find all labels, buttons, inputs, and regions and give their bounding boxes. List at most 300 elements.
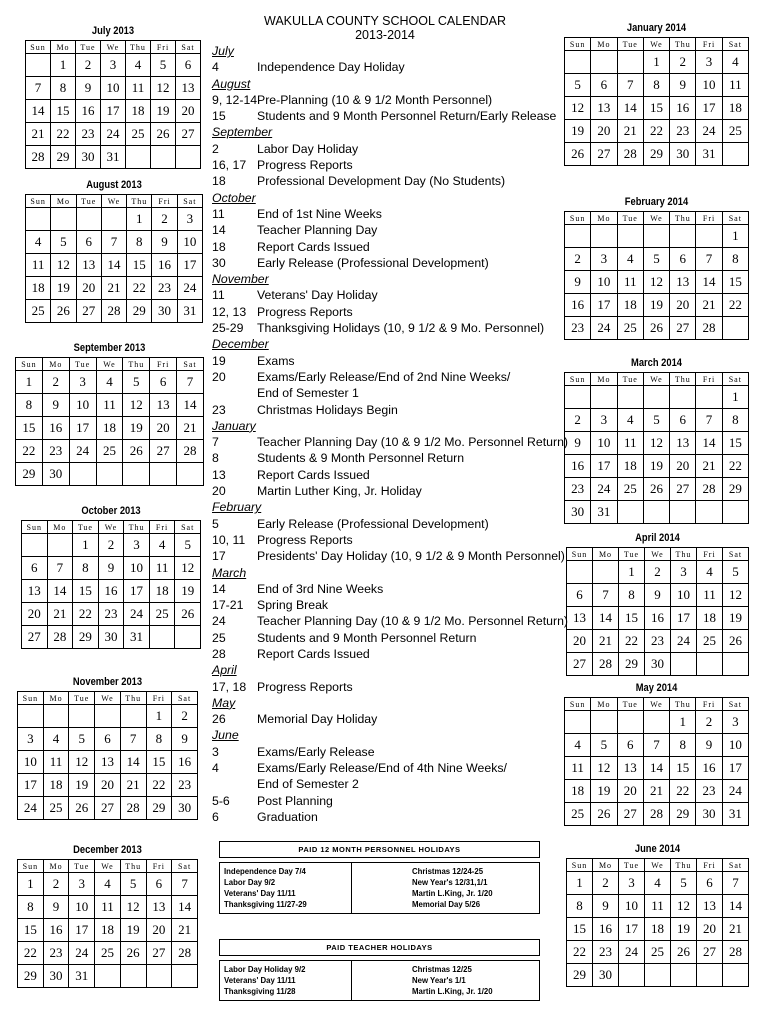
week-row <box>18 965 198 988</box>
event-text: Martin Luther King, Jr. Holiday <box>257 484 422 499</box>
day-cell <box>591 386 617 409</box>
day-cell: 16 <box>76 100 101 123</box>
day-cell: 1 <box>619 561 645 584</box>
holidays-12-month-right <box>352 863 539 913</box>
day-cell: 9 <box>696 734 722 757</box>
event-date: 14 <box>212 223 226 238</box>
event-text: Christmas Holidays Begin <box>257 402 398 417</box>
day-cell: 27 <box>146 942 172 965</box>
week-row <box>18 896 198 919</box>
event-date: 11 <box>212 288 225 303</box>
week-row <box>567 630 749 653</box>
day-header: Thu <box>670 212 696 225</box>
day-cell: 22 <box>722 294 748 317</box>
day-header: Fri <box>152 195 177 208</box>
day-cell: 2 <box>76 54 101 77</box>
day-header: Thu <box>124 521 150 534</box>
day-cell: 25 <box>617 317 643 340</box>
event-text: Early Release (Professional Development) <box>257 516 489 531</box>
month-grid <box>564 37 749 166</box>
day-header: Sat <box>722 373 748 386</box>
day-cell: 17 <box>177 254 202 277</box>
day-cell: 7 <box>120 728 146 751</box>
day-cell <box>96 463 123 486</box>
day-header: Thu <box>670 38 696 51</box>
day-cell <box>120 705 146 728</box>
week-row <box>567 872 749 895</box>
day-cell: 27 <box>567 653 593 676</box>
holidays-teacher-right <box>352 961 539 1000</box>
day-cell: 3 <box>722 711 748 734</box>
day-cell: 26 <box>151 123 176 146</box>
holiday-entry: Thanksgiving 11/27-29 <box>224 900 307 909</box>
day-cell: 17 <box>101 100 126 123</box>
month-title: December 2013 <box>73 844 142 856</box>
day-cell: 17 <box>619 918 645 941</box>
event-row <box>212 434 569 450</box>
month-grid <box>566 858 749 987</box>
day-cell: 8 <box>643 74 669 97</box>
day-cell: 21 <box>172 919 198 942</box>
event-row <box>212 793 558 809</box>
day-cell: 17 <box>671 607 697 630</box>
holidays-12-month-box <box>219 841 540 914</box>
day-cell: 19 <box>671 918 697 941</box>
day-cell: 4 <box>645 872 671 895</box>
week-row <box>16 394 204 417</box>
event-text: Independence Day Holiday <box>257 60 405 75</box>
event-text: Pre-Planning (10 & 9 1/2 Month Personnel) <box>257 92 493 107</box>
day-cell: 22 <box>722 455 748 478</box>
day-header: We <box>95 860 121 873</box>
day-cell: 31 <box>101 146 126 169</box>
day-cell <box>723 653 749 676</box>
day-header: Tue <box>69 692 95 705</box>
day-header: Tue <box>617 38 643 51</box>
day-cell: 10 <box>124 557 150 580</box>
day-header-row <box>565 38 749 51</box>
day-cell: 29 <box>73 626 99 649</box>
day-cell: 9 <box>565 271 591 294</box>
day-header: Thu <box>670 373 696 386</box>
day-cell <box>126 146 151 169</box>
event-row <box>212 483 558 499</box>
day-cell: 18 <box>96 417 123 440</box>
day-cell: 9 <box>43 896 69 919</box>
day-cell: 6 <box>697 872 723 895</box>
day-cell: 9 <box>565 432 591 455</box>
day-cell: 10 <box>101 77 126 100</box>
day-cell: 1 <box>670 711 696 734</box>
day-header: Fri <box>696 212 722 225</box>
day-cell <box>565 386 591 409</box>
day-cell: 28 <box>643 803 669 826</box>
day-header: We <box>96 358 123 371</box>
event-date: 15 <box>212 109 226 124</box>
day-cell: 4 <box>697 561 723 584</box>
day-header: Mo <box>43 860 69 873</box>
day-header: Mo <box>51 195 76 208</box>
week-row <box>567 941 749 964</box>
calendar-november-2013 <box>17 675 198 820</box>
day-header-row <box>26 41 201 54</box>
day-cell: 9 <box>670 74 696 97</box>
day-cell: 20 <box>670 294 696 317</box>
day-cell: 29 <box>643 143 669 166</box>
week-row <box>26 254 203 277</box>
day-cell: 3 <box>591 409 617 432</box>
day-header: Fri <box>696 373 722 386</box>
day-cell: 2 <box>152 208 177 231</box>
day-header: We <box>645 548 671 561</box>
day-cell: 3 <box>619 872 645 895</box>
holiday-entry: Martin L.King, Jr. 1/20 <box>412 889 493 898</box>
day-cell: 16 <box>696 757 722 780</box>
day-cell: 21 <box>47 603 73 626</box>
day-cell: 7 <box>617 74 643 97</box>
event-date: 9, 12-14 <box>212 92 258 107</box>
day-cell: 3 <box>18 728 44 751</box>
day-cell: 17 <box>591 455 617 478</box>
day-cell: 30 <box>565 501 591 524</box>
day-cell: 17 <box>18 774 44 797</box>
day-cell: 6 <box>76 231 101 254</box>
day-cell: 24 <box>619 941 645 964</box>
day-cell: 31 <box>722 803 748 826</box>
day-cell: 18 <box>617 294 643 317</box>
day-cell: 7 <box>723 872 749 895</box>
day-header: Sat <box>172 860 198 873</box>
day-header: Tue <box>69 860 95 873</box>
month-grid <box>21 520 201 649</box>
day-cell: 18 <box>149 580 175 603</box>
day-cell: 30 <box>43 965 69 988</box>
day-cell <box>696 501 722 524</box>
calendar-december-2013 <box>17 843 198 988</box>
day-cell: 15 <box>670 757 696 780</box>
week-row <box>26 231 203 254</box>
day-cell: 26 <box>643 317 669 340</box>
day-cell: 26 <box>643 478 669 501</box>
day-cell: 21 <box>177 417 204 440</box>
day-header: Thu <box>670 698 696 711</box>
week-row <box>16 371 204 394</box>
day-cell: 23 <box>645 630 671 653</box>
day-cell: 15 <box>127 254 152 277</box>
day-cell: 3 <box>69 371 96 394</box>
day-cell: 15 <box>619 607 645 630</box>
day-cell: 11 <box>43 751 69 774</box>
day-cell: 23 <box>43 942 69 965</box>
day-cell: 23 <box>670 120 696 143</box>
day-cell <box>47 534 73 557</box>
day-cell: 22 <box>16 440 43 463</box>
day-cell: 14 <box>723 895 749 918</box>
day-cell <box>643 225 669 248</box>
day-cell: 6 <box>22 557 48 580</box>
day-cell <box>591 225 617 248</box>
month-title: July 2013 <box>91 25 135 37</box>
day-header: Fri <box>149 521 175 534</box>
day-cell: 23 <box>565 317 591 340</box>
holidays-teacher-body <box>219 960 540 1001</box>
event-text: Professional Development Day (No Students) <box>257 174 506 189</box>
day-cell: 21 <box>120 774 146 797</box>
day-cell: 28 <box>723 941 749 964</box>
event-date: 20 <box>212 484 226 499</box>
day-header: Fri <box>151 41 176 54</box>
event-date: 13 <box>212 467 226 482</box>
day-cell: 30 <box>670 143 696 166</box>
day-cell: 15 <box>567 918 593 941</box>
holiday-entry: Martin L.King, Jr. 1/20 <box>412 987 493 996</box>
day-cell: 2 <box>593 872 619 895</box>
day-header: Sun <box>18 692 44 705</box>
day-cell <box>593 561 619 584</box>
event-date: 17, 18 <box>212 679 247 694</box>
day-header: We <box>98 521 124 534</box>
day-cell <box>591 711 617 734</box>
day-cell <box>43 705 69 728</box>
day-header: Thu <box>120 692 146 705</box>
day-cell: 19 <box>643 455 669 478</box>
event-text: Exams/Early Release/End of 4th Nine Weeks/ <box>257 761 507 776</box>
day-cell: 25 <box>96 440 123 463</box>
day-cell: 30 <box>98 626 124 649</box>
day-cell: 2 <box>565 409 591 432</box>
day-cell: 12 <box>671 895 697 918</box>
events-container <box>212 43 569 825</box>
day-header: We <box>101 41 126 54</box>
day-cell: 6 <box>670 248 696 271</box>
day-cell: 12 <box>723 584 749 607</box>
week-row <box>18 774 198 797</box>
day-cell: 8 <box>73 557 99 580</box>
day-cell: 19 <box>69 774 95 797</box>
day-cell <box>26 54 51 77</box>
day-header: Sat <box>722 698 748 711</box>
day-cell: 26 <box>120 942 146 965</box>
day-cell <box>565 51 591 74</box>
day-cell: 23 <box>593 941 619 964</box>
day-cell: 30 <box>696 803 722 826</box>
calendar-september-2013 <box>15 341 204 486</box>
event-row <box>212 239 558 255</box>
week-row <box>16 440 204 463</box>
event-date: 20 <box>212 369 226 384</box>
day-header: Thu <box>127 195 152 208</box>
week-row <box>565 409 749 432</box>
week-row <box>565 225 749 248</box>
week-row <box>567 561 749 584</box>
day-cell: 7 <box>177 371 204 394</box>
event-row <box>212 385 558 401</box>
day-cell: 4 <box>617 248 643 271</box>
day-cell: 13 <box>146 896 172 919</box>
day-cell: 13 <box>670 432 696 455</box>
day-header-row <box>16 358 204 371</box>
calendar-august-2013 <box>25 178 203 323</box>
event-row <box>212 353 558 369</box>
day-cell: 16 <box>42 417 69 440</box>
day-cell <box>671 653 697 676</box>
day-cell: 27 <box>76 300 101 323</box>
day-header: Thu <box>126 41 151 54</box>
week-row <box>26 208 203 231</box>
day-cell <box>670 225 696 248</box>
day-cell: 20 <box>176 100 201 123</box>
event-text: Report Cards Issued <box>257 646 370 661</box>
day-cell: 25 <box>565 803 591 826</box>
day-cell <box>22 534 48 557</box>
day-cell: 14 <box>172 896 198 919</box>
day-cell: 8 <box>567 895 593 918</box>
day-cell: 3 <box>177 208 202 231</box>
day-header: Mo <box>591 698 617 711</box>
day-cell: 13 <box>22 580 48 603</box>
day-cell: 17 <box>124 580 150 603</box>
day-cell: 18 <box>95 919 121 942</box>
event-row <box>212 450 558 466</box>
day-cell: 28 <box>101 300 126 323</box>
day-cell: 20 <box>22 603 48 626</box>
day-header-row <box>567 548 749 561</box>
event-text: Progress Reports <box>257 158 353 173</box>
day-cell: 2 <box>696 711 722 734</box>
event-month-heading: July <box>212 44 234 58</box>
event-row <box>212 630 558 646</box>
day-header: Tue <box>619 548 645 561</box>
day-cell: 12 <box>175 557 201 580</box>
day-cell: 20 <box>95 774 121 797</box>
day-header: Tue <box>617 698 643 711</box>
day-header: Fri <box>146 692 172 705</box>
day-cell: 1 <box>18 873 44 896</box>
day-header-row <box>18 860 198 873</box>
day-cell: 7 <box>26 77 51 100</box>
day-cell: 29 <box>146 797 172 820</box>
day-header: Thu <box>120 860 146 873</box>
event-date: 23 <box>212 402 226 417</box>
day-cell: 28 <box>617 143 643 166</box>
day-cell: 28 <box>593 653 619 676</box>
day-cell <box>26 208 51 231</box>
day-cell: 15 <box>643 97 669 120</box>
day-cell: 11 <box>149 557 175 580</box>
day-cell: 27 <box>150 440 177 463</box>
event-date: 6 <box>212 809 219 824</box>
day-header: Tue <box>73 521 99 534</box>
day-header-row <box>565 698 749 711</box>
event-month-heading: June <box>212 728 239 743</box>
day-cell: 5 <box>175 534 201 557</box>
day-cell: 1 <box>567 872 593 895</box>
day-cell: 7 <box>696 409 722 432</box>
day-cell: 17 <box>69 417 96 440</box>
event-date: 17-21 <box>212 598 244 613</box>
day-cell: 27 <box>95 797 121 820</box>
day-cell: 25 <box>617 478 643 501</box>
day-cell <box>723 964 749 987</box>
holiday-entry: New Year's 12/31,1/1 <box>412 878 488 887</box>
day-cell: 3 <box>671 561 697 584</box>
week-row <box>26 300 203 323</box>
day-cell: 9 <box>152 231 177 254</box>
day-cell: 30 <box>152 300 177 323</box>
page-title: WAKULLA COUNTY SCHOOL CALENDAR <box>264 14 506 28</box>
day-cell: 5 <box>643 409 669 432</box>
day-cell: 2 <box>98 534 124 557</box>
event-date: 5 <box>212 516 219 531</box>
holidays-12-month-left <box>220 863 352 913</box>
event-month-heading: October <box>212 190 256 205</box>
day-cell: 25 <box>645 941 671 964</box>
week-row <box>565 455 749 478</box>
day-cell: 31 <box>69 965 95 988</box>
day-cell: 22 <box>619 630 645 653</box>
day-cell: 10 <box>177 231 202 254</box>
day-cell: 6 <box>567 584 593 607</box>
day-cell: 8 <box>722 248 748 271</box>
day-cell <box>643 386 669 409</box>
day-cell <box>69 705 95 728</box>
event-row <box>212 597 558 613</box>
day-cell: 12 <box>591 757 617 780</box>
day-cell: 7 <box>643 734 669 757</box>
day-cell: 14 <box>47 580 73 603</box>
holidays-12-month-body <box>219 862 540 914</box>
day-cell: 8 <box>670 734 696 757</box>
day-cell: 1 <box>73 534 99 557</box>
week-row <box>18 919 198 942</box>
event-month-heading: December <box>212 337 269 352</box>
day-cell <box>150 463 177 486</box>
event-date: 3 <box>212 744 219 759</box>
week-row <box>565 97 749 120</box>
day-cell: 30 <box>172 797 198 820</box>
day-cell: 21 <box>26 123 51 146</box>
day-cell: 12 <box>643 432 669 455</box>
day-cell <box>617 51 643 74</box>
day-cell: 19 <box>723 607 749 630</box>
event-text: Teacher Planning Day (10 & 9 1/2 Mo. Personnel Return) <box>257 435 569 450</box>
event-date: 30 <box>212 255 226 270</box>
event-date: 24 <box>212 614 226 629</box>
day-cell: 2 <box>670 51 696 74</box>
day-cell: 29 <box>619 653 645 676</box>
day-header: Sat <box>722 212 748 225</box>
day-header: Fri <box>150 358 177 371</box>
day-cell: 26 <box>175 603 201 626</box>
event-text: Progress Reports <box>257 304 353 319</box>
event-date: 18 <box>212 239 226 254</box>
day-cell: 24 <box>69 942 95 965</box>
holiday-entry: Thanksgiving 11/28 <box>224 987 296 996</box>
day-cell <box>51 208 76 231</box>
day-cell <box>617 711 643 734</box>
day-cell: 10 <box>591 271 617 294</box>
day-header: Thu <box>671 859 697 872</box>
day-cell: 22 <box>567 941 593 964</box>
day-cell: 4 <box>43 728 69 751</box>
day-header: Mo <box>51 41 76 54</box>
day-cell: 1 <box>643 51 669 74</box>
day-cell: 22 <box>146 774 172 797</box>
day-cell: 28 <box>177 440 204 463</box>
week-row <box>567 895 749 918</box>
day-cell: 22 <box>643 120 669 143</box>
day-cell: 18 <box>697 607 723 630</box>
